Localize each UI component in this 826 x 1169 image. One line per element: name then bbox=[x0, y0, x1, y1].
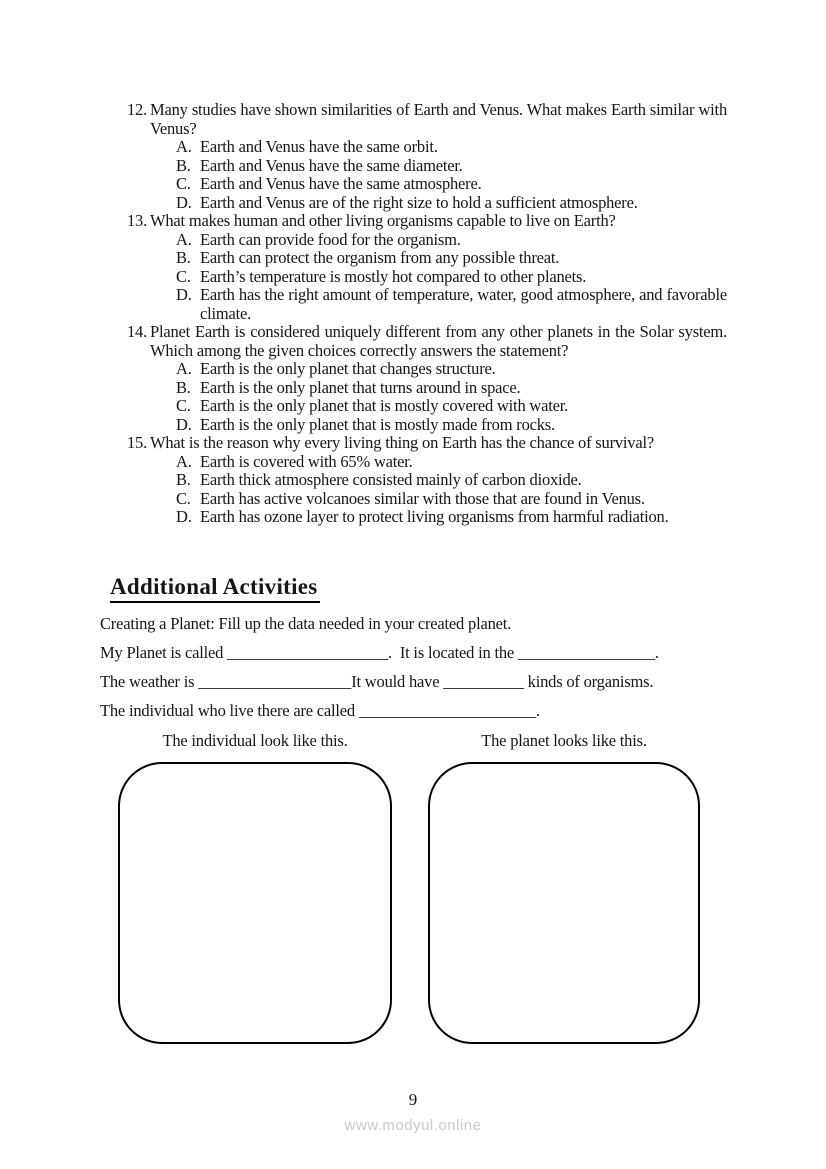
question-body bbox=[150, 434, 727, 527]
fill-line-weather: The weather is ___________________It would have __________ kinds of organisms. bbox=[100, 671, 654, 691]
option-item bbox=[176, 138, 727, 157]
section-heading: Additional Activities bbox=[110, 574, 320, 603]
question-body bbox=[150, 212, 727, 323]
activity-instruction: Creating a Planet: Fill up the data needed in your created planet. bbox=[100, 613, 512, 633]
option-letter: A. bbox=[176, 451, 192, 471]
option-letter: D. bbox=[176, 507, 192, 526]
option-item bbox=[176, 175, 727, 194]
question-stem: What is the reason why every living thing on Earth has the chance of survival? bbox=[150, 433, 654, 452]
option-letter: A. bbox=[176, 137, 192, 156]
option-letter: D. bbox=[176, 414, 192, 434]
additional-activities-section bbox=[100, 574, 727, 1044]
option-letter: A. bbox=[176, 229, 192, 249]
option-item bbox=[176, 360, 727, 379]
options-list bbox=[176, 138, 727, 212]
option-text: Earth is covered with 65% water. bbox=[200, 451, 413, 471]
option-item bbox=[176, 286, 727, 323]
option-text: Earth has active volcanoes similar with those that are found in Venus. bbox=[200, 488, 645, 508]
option-text: Earth has ozone layer to protect living organisms from harmful radiation. bbox=[200, 507, 669, 526]
question-13 bbox=[127, 212, 727, 323]
option-text: Earth and Venus have the same diameter. bbox=[200, 155, 463, 175]
question-number: 12. bbox=[127, 100, 148, 119]
page-content bbox=[100, 101, 727, 1044]
option-letter: C. bbox=[176, 396, 191, 415]
question-12 bbox=[127, 101, 727, 212]
drawing-boxes-row bbox=[100, 762, 727, 1044]
question-body bbox=[150, 323, 727, 434]
option-text: Earth can protect the organism from any possible threat. bbox=[200, 248, 560, 267]
question-number: 13. bbox=[127, 211, 148, 230]
option-text: Earth can provide food for the organism. bbox=[200, 229, 461, 249]
question-number: 15. bbox=[127, 433, 148, 452]
individual-box-label: The individual look like this. bbox=[162, 731, 348, 750]
option-text: Earth and Venus have the same orbit. bbox=[200, 137, 438, 156]
option-text: Earth is the only planet that turns around in space. bbox=[200, 377, 521, 397]
option-item bbox=[176, 397, 727, 416]
question-number: 14. bbox=[127, 322, 148, 341]
question-stem: Planet Earth is considered uniquely different from any other planets in the Solar system. Which among the given choices correctly answers the statement? bbox=[150, 322, 727, 360]
question-15 bbox=[127, 434, 727, 527]
page-number: 9 bbox=[408, 1090, 418, 1109]
option-letter: B. bbox=[176, 377, 191, 397]
option-text: Earth and Venus are of the right size to hold a sufficient atmosphere. bbox=[200, 192, 638, 212]
option-letter: B. bbox=[176, 470, 191, 489]
question-stem: Many studies have shown similarities of Earth and Venus. What makes Earth similar with Venus? bbox=[150, 100, 727, 138]
option-text: Earth and Venus have the same atmosphere. bbox=[200, 174, 482, 193]
options-list bbox=[176, 231, 727, 324]
option-item bbox=[176, 471, 727, 490]
option-text: Earth thick atmosphere consisted mainly of carbon dioxide. bbox=[200, 470, 582, 489]
fill-line-individuals: The individual who live there are called ______________________. bbox=[100, 700, 540, 720]
option-item bbox=[176, 194, 727, 213]
individual-drawing-box bbox=[118, 762, 392, 1044]
option-item bbox=[176, 508, 727, 527]
options-list bbox=[176, 360, 727, 434]
planet-drawing-box bbox=[428, 762, 700, 1044]
planet-box-label: The planet looks like this. bbox=[481, 731, 647, 750]
box-labels-row bbox=[100, 732, 727, 751]
option-item bbox=[176, 268, 727, 287]
option-item bbox=[176, 157, 727, 176]
option-letter: B. bbox=[176, 248, 191, 267]
option-letter: A. bbox=[176, 359, 192, 378]
option-text: Earth has the right amount of temperature, water, good atmosphere, and favorable climate. bbox=[200, 285, 727, 323]
option-letter: D. bbox=[176, 285, 192, 304]
option-letter: C. bbox=[176, 266, 191, 286]
option-letter: C. bbox=[176, 174, 191, 193]
option-letter: D. bbox=[176, 192, 192, 212]
option-item bbox=[176, 453, 727, 472]
option-item bbox=[176, 249, 727, 268]
option-item bbox=[176, 231, 727, 250]
question-stem: What makes human and other living organisms capable to live on Earth? bbox=[150, 211, 616, 230]
option-text: Earth’s temperature is mostly hot compared to other planets. bbox=[200, 266, 587, 286]
options-list bbox=[176, 453, 727, 527]
fill-line-planet-name: My Planet is called ____________________. It is located in the _________________. bbox=[100, 642, 659, 662]
option-text: Earth is the only planet that is mostly covered with water. bbox=[200, 396, 569, 415]
question-14 bbox=[127, 323, 727, 434]
option-letter: B. bbox=[176, 155, 191, 175]
questions-section bbox=[100, 101, 727, 527]
watermark: www.modyul.online bbox=[344, 1117, 482, 1134]
option-item bbox=[176, 416, 727, 435]
question-body bbox=[150, 101, 727, 212]
option-letter: C. bbox=[176, 488, 191, 508]
option-text: Earth is the only planet that changes structure. bbox=[200, 359, 496, 378]
option-item bbox=[176, 379, 727, 398]
option-item bbox=[176, 490, 727, 509]
option-text: Earth is the only planet that is mostly made from rocks. bbox=[200, 414, 555, 434]
